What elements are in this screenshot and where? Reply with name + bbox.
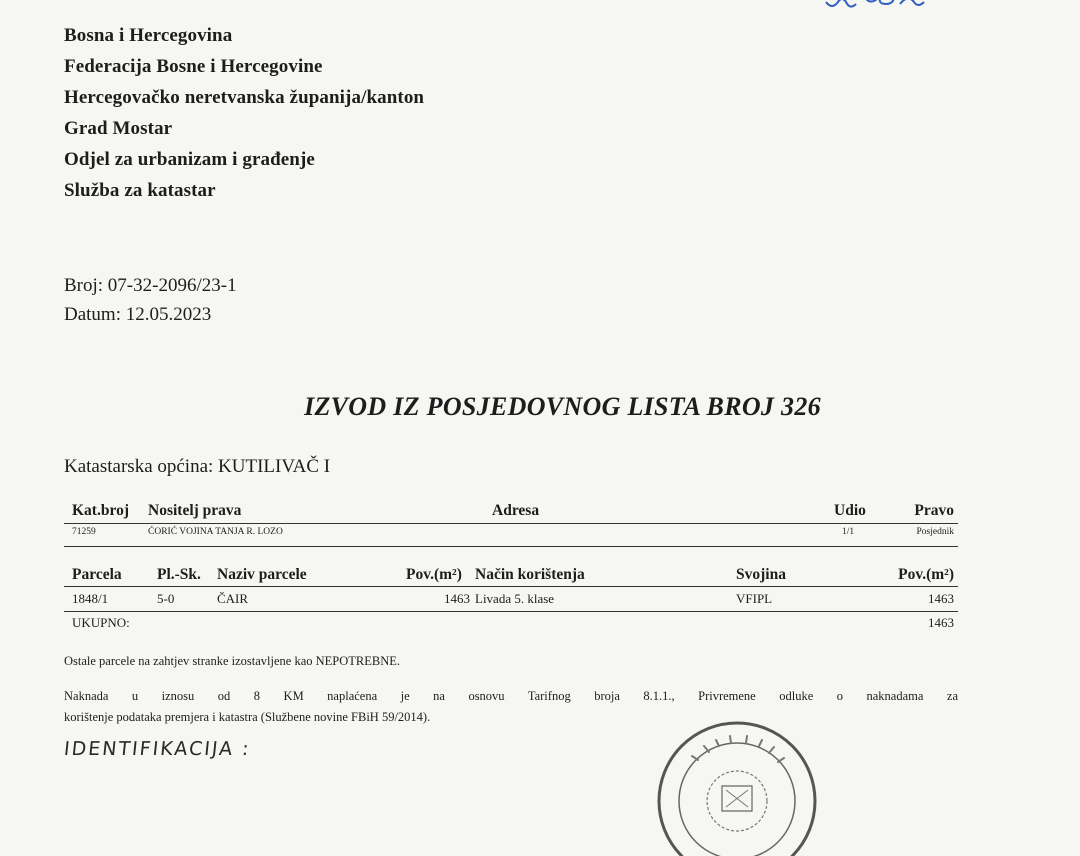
parcels-row-rule (64, 611, 958, 612)
parcels-table (64, 566, 958, 635)
owners-bottom-rule (64, 546, 958, 547)
omitted-parcels-note: Ostale parcele na zahtjev stranke izostavljene kao NEPOTREBNE. (64, 654, 400, 668)
total-label: UKUPNO: (72, 615, 130, 630)
parcel-area: 1463 (444, 591, 470, 606)
col-naziv: Naziv parcele (217, 566, 307, 583)
parcels-header-rule (64, 586, 958, 587)
owner-name: ĆORIĆ VOJINA TANJA R. LOZO (148, 527, 283, 537)
header-federation: Federacija Bosne i Hercegovine (64, 56, 323, 77)
parcel-pl-sk: 5-0 (157, 591, 175, 606)
parcel-usage: Livada 5. klase (475, 591, 555, 606)
handwritten-scribble (820, 0, 930, 14)
col-nacin: Način korištenja (475, 566, 585, 583)
issuing-authority-header (64, 20, 424, 206)
document-title-wrapper (0, 392, 1080, 422)
parcel-name: ČAIR (217, 591, 249, 606)
reference-date: Datum: 12.05.2023 (64, 304, 212, 325)
owner-right: Posjednik (916, 527, 954, 537)
header-service: Služba za katastar (64, 180, 216, 201)
document-reference (64, 271, 237, 329)
col-pl-sk: Pl.-Sk. (157, 566, 201, 583)
col-pov: Pov.(m²) (406, 566, 462, 583)
fee-note-line2: korištenje podataka premjera i katastra (Službene novine FBiH 59/2014). (64, 710, 431, 724)
document-title: IZVOD IZ POSJEDOVNOG LISTA BROJ 326 (304, 392, 821, 421)
col-svojina: Svojina (736, 566, 786, 583)
parcel-area-total: 1463 (928, 591, 954, 606)
parcels-total-row (64, 615, 958, 635)
col-pravo: Pravo (914, 502, 954, 519)
handwritten-identification-note: IDENTIFIKACIJA : (62, 738, 252, 760)
col-nositelj: Nositelj prava (148, 502, 242, 519)
header-canton: Hercegovačko neretvanska županija/kanton (64, 87, 425, 108)
official-seal-stamp (652, 716, 822, 856)
col-pov2: Pov.(m²) (898, 566, 954, 583)
cadastral-municipality: Katastarska općina: KUTILIVAČ I (64, 456, 331, 477)
owners-table (64, 502, 958, 547)
parcels-table-header (64, 566, 958, 586)
col-adresa: Adresa (492, 502, 540, 519)
fee-note-line1: Naknada u iznosu od 8 KM naplaćena je na osnovu Tarifnog broja 8.1.1., Privremene odluke o naknadama za (64, 689, 958, 703)
owner-kat-broj: 71259 (72, 527, 96, 537)
table-row (64, 591, 958, 611)
header-city: Grad Mostar (64, 118, 173, 139)
table-row (64, 527, 958, 547)
owners-table-header (64, 502, 958, 522)
parcel-number: 1848/1 (72, 591, 109, 606)
col-parcela: Parcela (72, 566, 122, 583)
reference-number: Broj: 07-32-2096/23-1 (64, 275, 237, 296)
header-department: Odjel za urbanizam i građenje (64, 149, 315, 170)
owner-share: 1/1 (842, 527, 855, 537)
owners-header-rule (64, 523, 958, 524)
header-country: Bosna i Hercegovina (64, 25, 233, 46)
col-udio: Udio (834, 502, 866, 519)
total-value: 1463 (928, 615, 954, 630)
col-kat-broj: Kat.broj (72, 502, 129, 519)
parcel-ownership: VFIPL (736, 591, 773, 606)
